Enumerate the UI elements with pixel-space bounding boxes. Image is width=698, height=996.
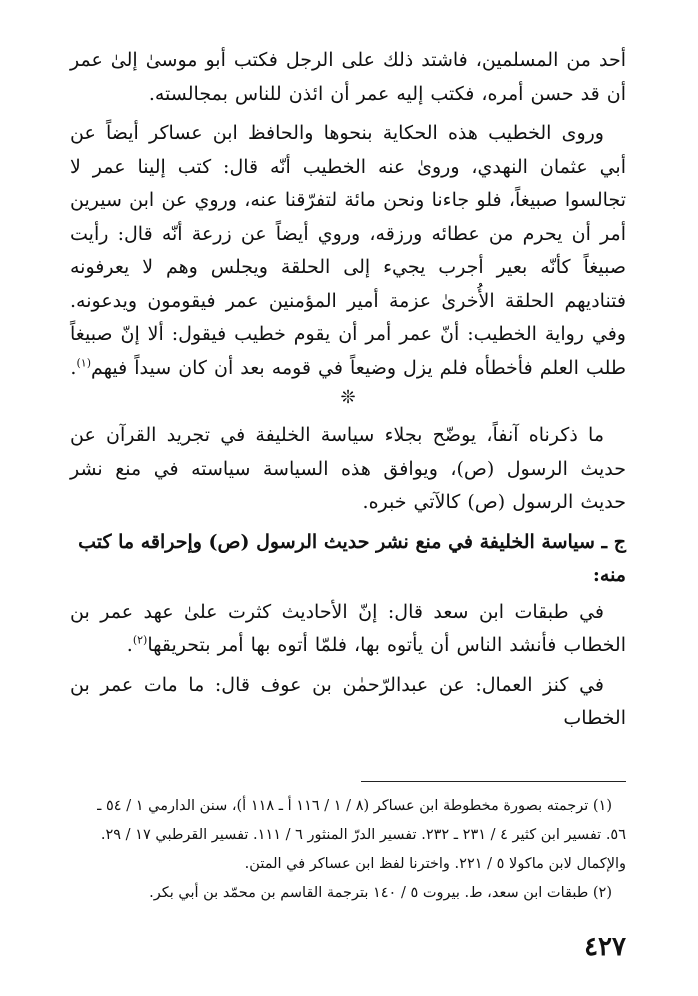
book-page <box>70 44 626 984</box>
page-number: ٤٢٧ <box>584 932 626 962</box>
paragraph-3 <box>70 419 626 520</box>
paragraph-4-text: في طبقات ابن سعد قال: إنّ الأحاديث كثرت علىٰ عهد عمر بن الخطاب فأنشد الناس أن يأتوه بها، فلمّا أتوه بها أمر بتحريقها <box>70 600 626 656</box>
paragraph-5-text: في كنز العمال: عن عبدالرّحمٰن بن عوف قال: ما مات عمر بن الخطاب <box>70 673 626 729</box>
paragraph-4-end: . <box>126 634 133 656</box>
footnote-ref-1: (١) <box>76 356 91 370</box>
section-heading: ج ـ سياسة الخليفة في منع نشر حديث الرسول (ص) وإحراقه ما كتب منه: <box>78 530 626 586</box>
paragraph-2-end: . <box>70 356 77 379</box>
section-separator: ❊ <box>340 387 356 408</box>
footnote-divider <box>361 781 626 782</box>
paragraph-1-text: أحد من المسلمين، فاشتد ذلك على الرجل فكتب أبو موسىٰ إلىٰ عمر أن قد حسن أمره، فكتب إليه عمر أن ائذن للناس بمجالسته. <box>70 49 626 105</box>
footnote-ref-2: (٢) <box>132 633 148 647</box>
paragraph-1 <box>70 44 626 111</box>
paragraph-2-text: وروى الخطيب هذه الحكاية بنحوها والحافظ ابن عساكر أيضاً عن أبي عثمان النهدي، وروىٰ عنه الخطيب أنّه قال: كتب إلينا عمر لا تجالسوا صبيغاً، فلو جاءنا ونحن مائة لتفرّقنا عنه، وروي عن ابن سيرين أمر أن يحرم من عطائه ورزقه، وروي أيضاً عن زرعة أنّه قال: رأيت صبيغاً كأنّه بعير أجرب يجيء إلى الحلقة ويجلس وهم لا يعرفونه فتناديهم الحلقة الأُخرىٰ عزمة أمير المؤمنين عمر فيقومون ويدعونه. وفي رواية الخطيب: أنّ عمر أمر أن يقوم خطيب فيقول: ألا إنّ صبيغاً طلب العلم فأخطأه فلم يزل وضيعاً في قومه بعد أن كان سيداً فيهم <box>70 122 626 379</box>
footnote-2: (٢) طبقات ابن سعد، ط. بيروت ٥ / ١٤٠ بترجمة القاسم بن محمّد بن أبي بكر. <box>149 885 612 901</box>
paragraph-2 <box>70 117 626 385</box>
paragraph-5 <box>70 669 626 736</box>
footnotes <box>70 792 626 908</box>
footnote-1-line-1: (١) ترجمته بصورة مخطوطة ابن عساكر (٨ / ١ / ١١٦ أ ـ ١١٨ أ)، سنن الدارمي ١ / ٥٤ ـ <box>97 798 612 814</box>
footnote-1-line-3: والإكمال لابن ماكولا ٥ / ٢٢١. واخترنا لفظ ابن عساكر في المتن. <box>244 856 626 872</box>
paragraph-3-text: ما ذكرناه آنفاً، يوضّح بجلاء سياسة الخليفة في تجريد القرآن عن حديث الرسول (ص)، ويوافق هذه السياسة سياسته في منع نشر حديث الرسول (ص) كالآتي خبره. <box>70 424 626 513</box>
footnote-1-line-2: ٥٦. تفسير ابن كثير ٤ / ٢٣١ ـ ٢٣٢. تفسير الدرّ المنثور ٦ / ١١١. تفسير القرطبي ١٧ / ٢٩. <box>100 827 626 843</box>
paragraph-4 <box>70 596 626 663</box>
